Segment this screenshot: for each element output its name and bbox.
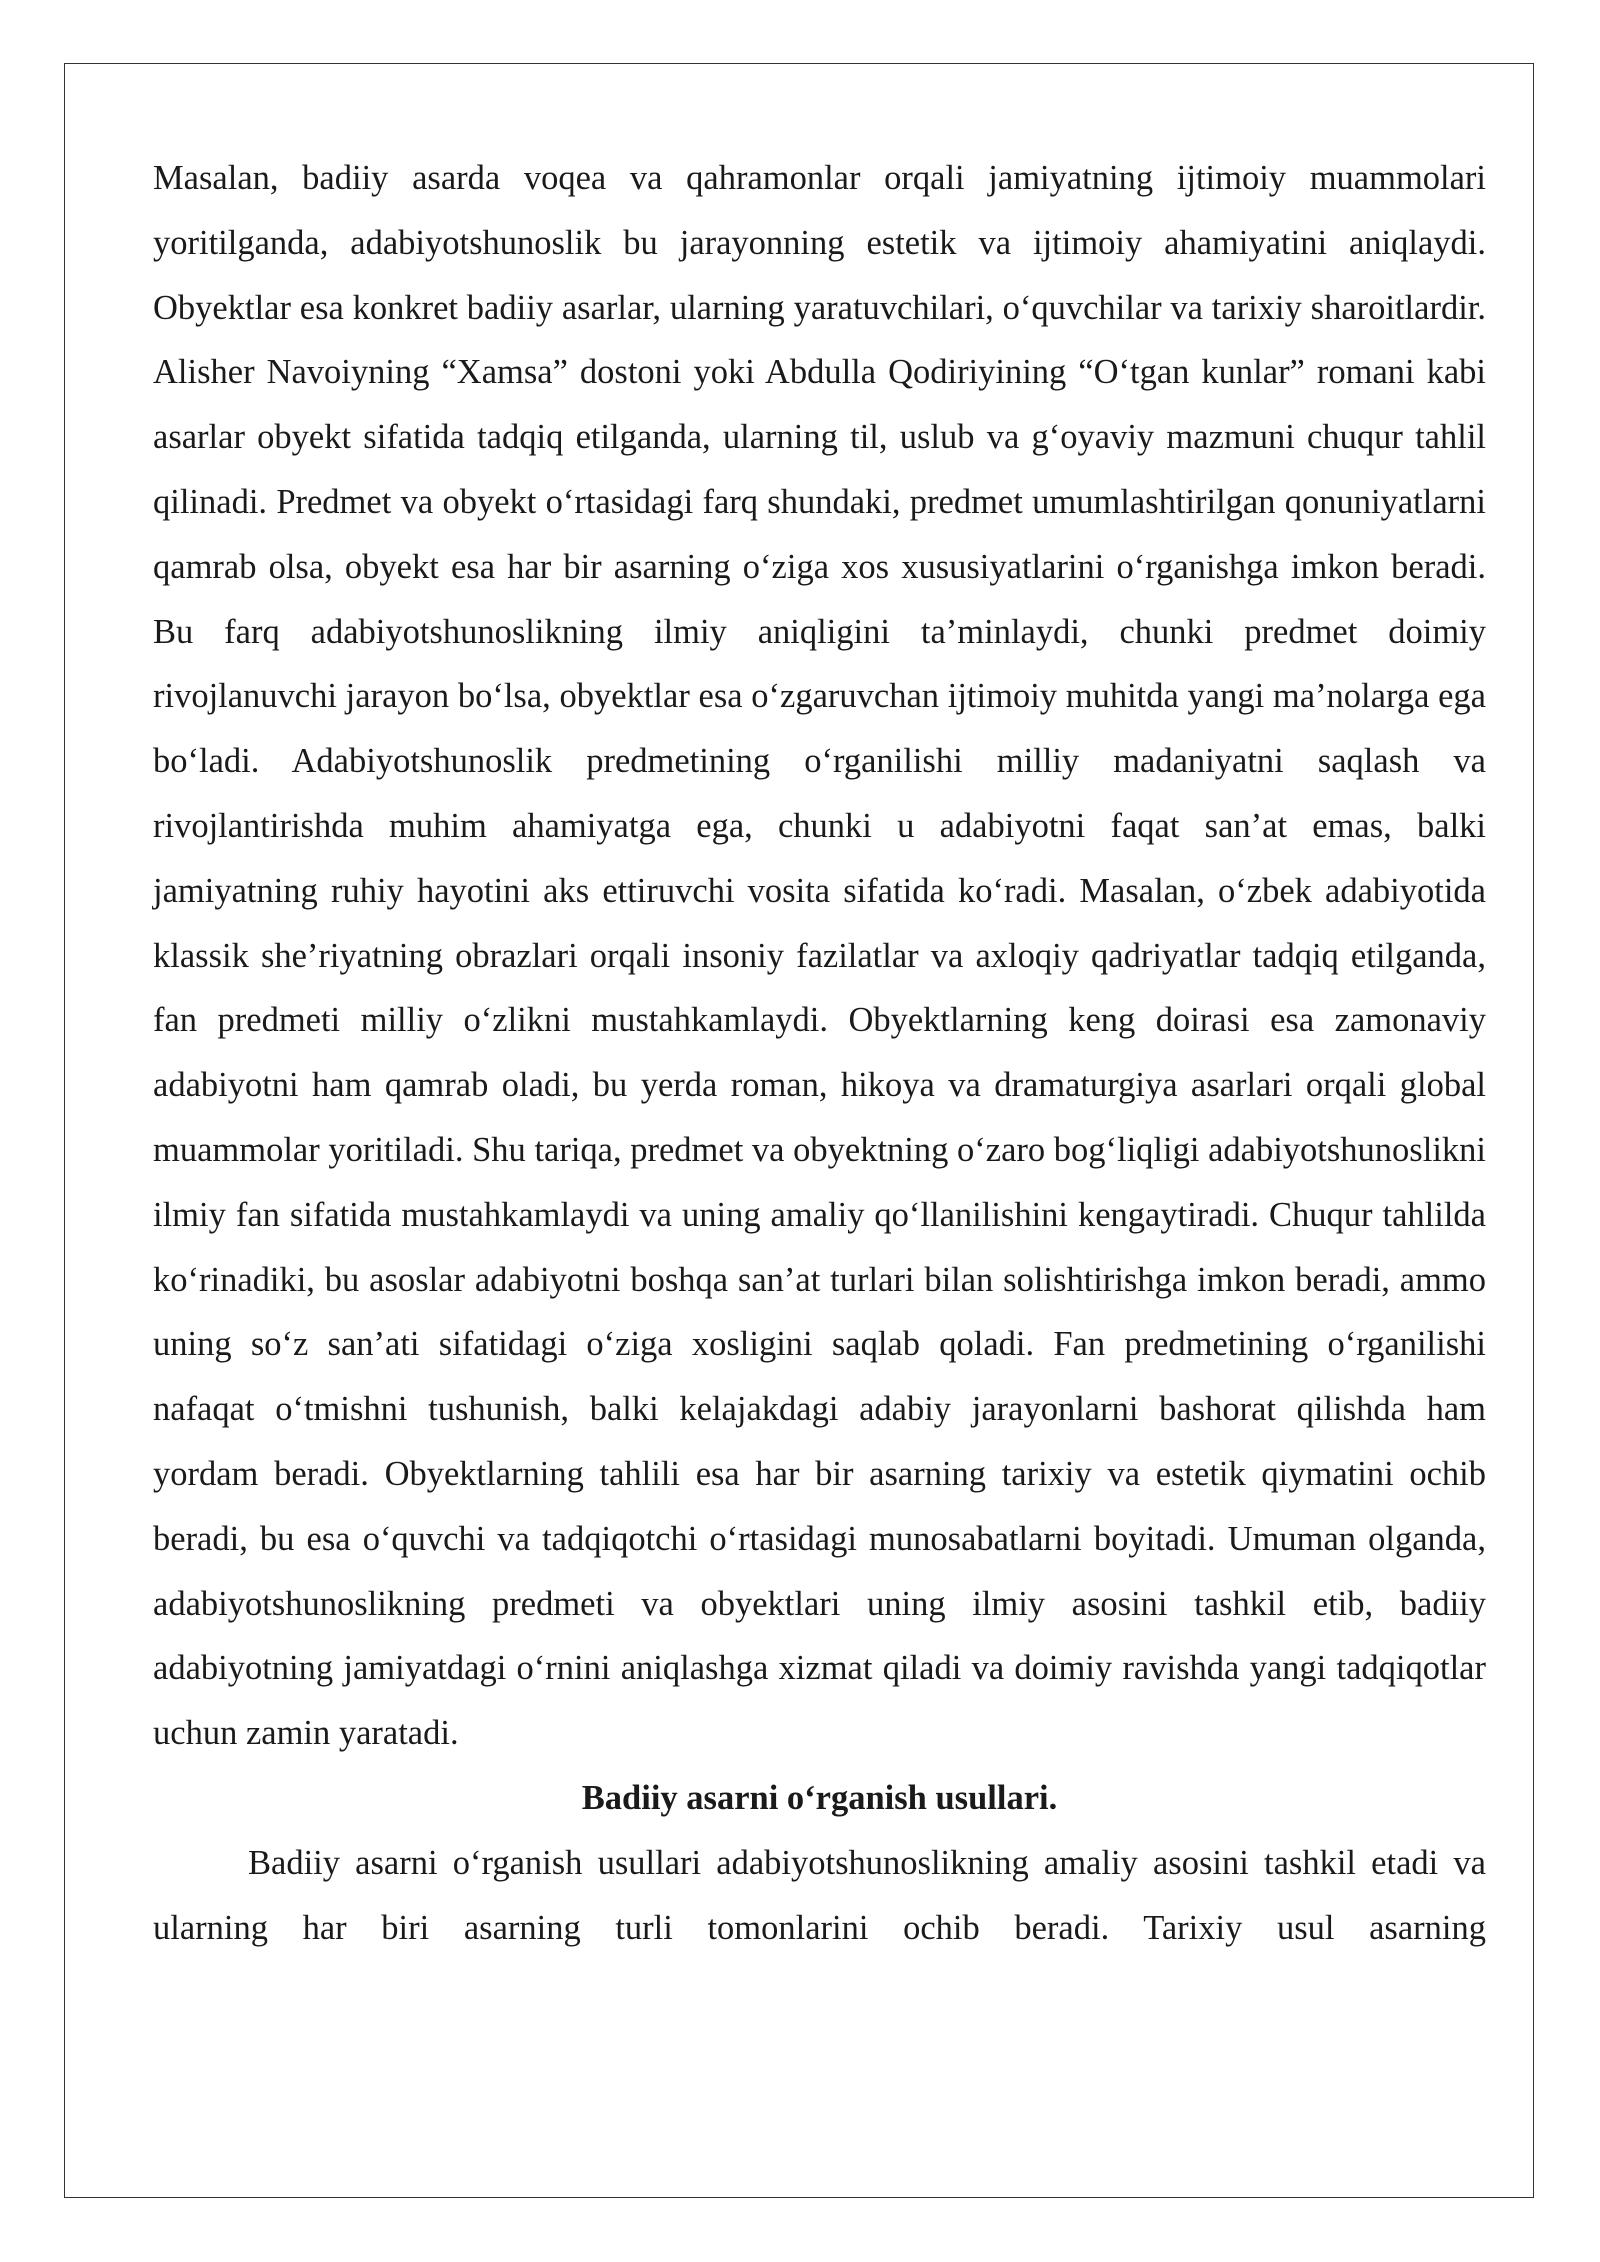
section-heading: Badiiy asarni o‘rganish usullari. bbox=[581, 1778, 1058, 1817]
body-paragraph: Masalan, badiiy asarda voqea va qahramonlar orqali jamiyatning ijtimoiy muammolari yoritilganda, adabiyotshunoslik bu jarayonning estetik va ijtimoiy ahamiyatini aniqlaydi. Obyektlar esa konkret badiiy asarlar, ularning yaratuvchilari, o‘quvchilar va tarixiy sharoitlardir. Alisher Navoiyning “Xamsa” dostoni yoki Abdulla Qodiriyining “O‘tgan kunlar” romani kabi asarlar obyekt sifatida tadqiq etilganda, ularning til, uslub va g‘oyaviy mazmuni chuqur tahlil qilinadi. Predmet va obyekt o‘rtasidagi farq shundaki, predmet umumlashtirilgan qonuniyatlarni qamrab olsa, obyekt esa har bir asarning o‘ziga xos xususiyatlarini o‘rganishga imkon beradi. Bu farq adabiyotshunoslikning ilmiy aniqligini ta’minlaydi, chunki predmet doimiy rivojlanuvchi jarayon bo‘lsa, obyektlar esa o‘zgaruvchan ijtimoiy muhitda yangi ma’nolarga ega bo‘ladi. Adabiyotshunoslik predmetining o‘rganilishi milliy madaniyatni saqlash va rivojlantirishda muhim ahamiyatga ega, chunki u adabiyotni faqat san’at emas, balki jamiyatning ruhiy hayotini aks ettiruvchi vosita sifatida ko‘radi. Masalan, o‘zbek adabiyotida klassik she’riyatning obrazlari orqali insoniy fazilatlar va axloqiy qadriyatlar tadqiq etilganda, fan predmeti milliy o‘zlikni mustahkamlaydi. Obyektlarning keng doirasi esa zamonaviy adabiyotni ham qamrab oladi, bu yerda roman, hikoya va dramaturgiya asarlari orqali global muammolar yoritiladi. Shu tariqa, predmet va obyektning o‘zaro bog‘liqligi adabiyotshunoslikni ilmiy fan sifatida mustahkamlaydi va uning amaliy qo‘llanilishini kengaytiradi. Chuqur tahlilda ko‘rinadiki, bu asoslar adabiyotni boshqa san’at turlari bilan solishtirishga imkon beradi, ammo uning so‘z san’ati sifatidagi o‘ziga xosligini saqlab qoladi. Fan predmetining o‘rganilishi nafaqat o‘tmishni tushunish, balki kelajakdagi adabiy jarayonlarni bashorat qilishda ham yordam beradi. Obyektlarning tahlili esa har bir asarning tarixiy va estetik qiymatini ochib beradi, bu esa o‘quvchi va tadqiqotchi o‘rtasidagi munosabatlarni boyitadi. Umuman olganda, adabiyotshunoslikning predmeti va obyektlari uning ilmiy asosini tashkil etib, badiiy adabiyotning jamiyatdagi o‘rnini aniqlashga xizmat qiladi va doimiy ravishda yangi tadqiqotlar uchun zamin yaratadi. bbox=[153, 159, 1486, 1753]
document-body bbox=[153, 146, 1486, 1960]
body-paragraph-continued: Badiiy asarni o‘rganish usullari adabiyotshunoslikning amaliy asosini tashkil etadi va ularning har biri asarning turli tomonlarini ochib beradi. Tarixiy usul asarning bbox=[153, 1843, 1486, 1947]
